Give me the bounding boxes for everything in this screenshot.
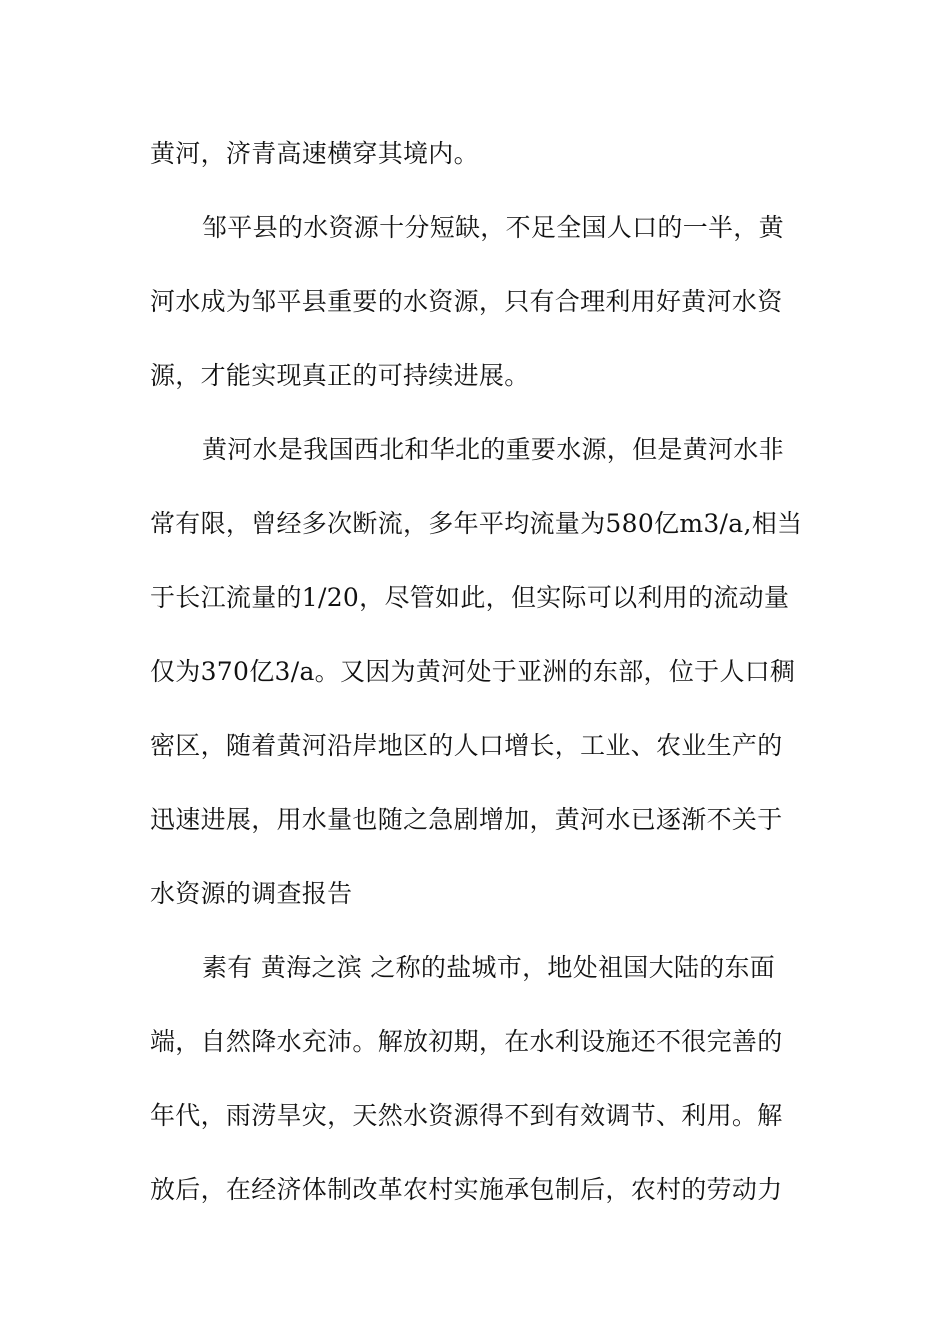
text-line-9: 密区，随着黄河沿岸地区的人口增长，工业、农业生产的 — [150, 731, 783, 760]
text-line-13: 端，自然降水充沛。解放初期，在水利设施还不很完善的 — [150, 1027, 783, 1056]
text-line-15: 放后，在经济体制改革农村实施承包制后，农村的劳动力 — [150, 1175, 783, 1204]
text-line-2: 邹平县的水资源十分短缺，不足全国人口的一半，黄 — [202, 213, 784, 242]
text-line-1: 黄河，济青高速横穿其境内。 — [150, 139, 479, 168]
text-line-10: 迅速进展，用水量也随之急剧增加，黄河水已逐渐不关于 — [150, 805, 783, 834]
text-line-3: 河水成为邹平县重要的水资源，只有合理利用好黄河水资 — [150, 287, 783, 316]
text-line-12: 素有 黄海之滨 之称的盐城市，地处祖国大陆的东面 — [202, 953, 776, 982]
text-line-8: 仅为370亿3/a。又因为黄河处于亚洲的东部，位于人口稠 — [150, 657, 796, 686]
text-line-7: 于长江流量的1/20，尽管如此，但实际可以利用的流动量 — [150, 583, 790, 612]
text-line-4: 源，才能实现真正的可持续进展。 — [150, 361, 530, 390]
text-line-14: 年代，雨涝旱灾，天然水资源得不到有效调节、利用。解 — [150, 1101, 783, 1130]
text-line-5: 黄河水是我国西北和华北的重要水源，但是黄河水非 — [202, 435, 784, 464]
text-line-11: 水资源的调查报告 — [150, 879, 353, 908]
text-line-6: 常有限，曾经多次断流，多年平均流量为580亿m3/a,相当 — [150, 509, 803, 538]
